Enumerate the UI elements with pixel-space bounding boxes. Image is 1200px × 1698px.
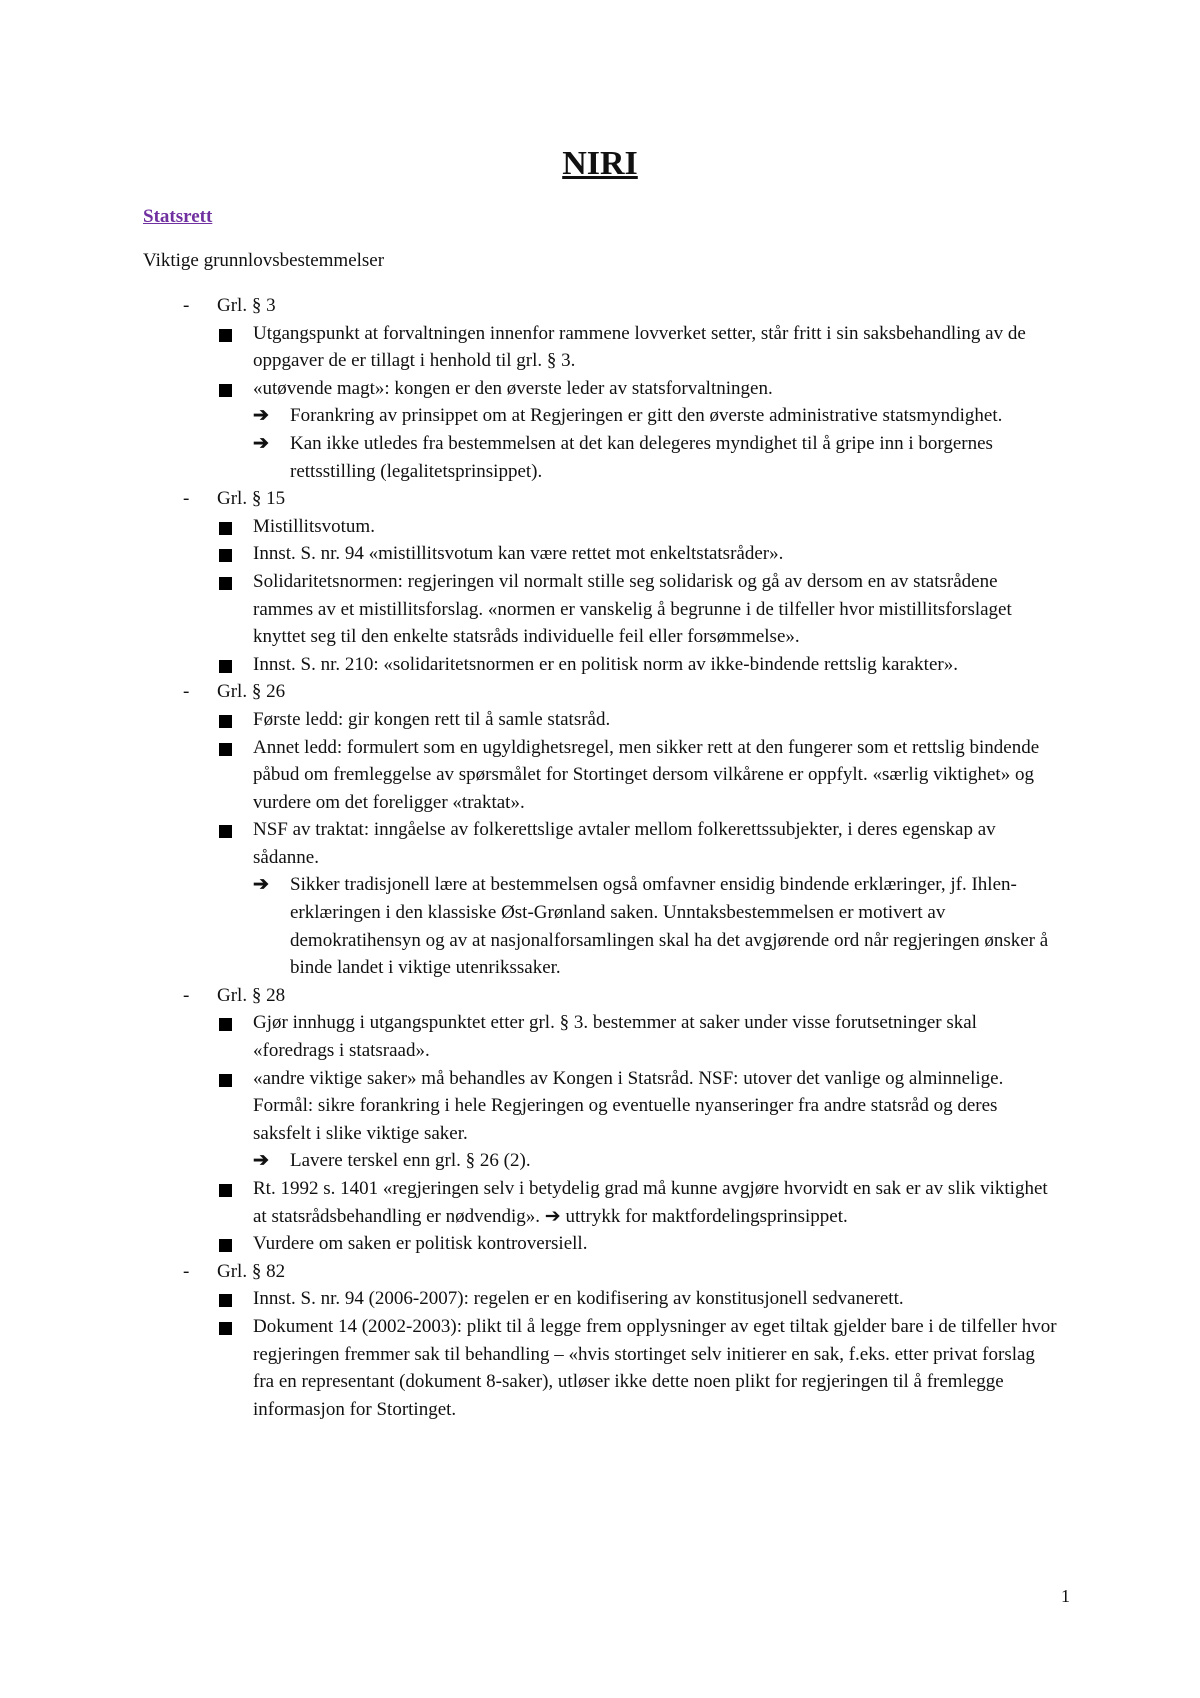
square-bullet-icon <box>219 825 232 838</box>
dash-marker: - <box>183 1260 190 1282</box>
dash-marker: - <box>183 488 190 510</box>
list-item: - Grl. § 26 <box>0 678 1200 706</box>
list-item: ➔ Lavere terskel enn grl. § 26 (2). <box>0 1147 1200 1175</box>
list-item: Mistillitsvotum. <box>0 513 1200 541</box>
list-item: Solidaritetsnormen: regjeringen vil normalt stille seg solidarisk og gå av dersom en av statsrådene rammes av et mistillitsforslag. «normen er vanskelig å begrunne i de tilfeller hvor mistillitsforslaget knyttet seg til den enkelte statsråds individuelle feil eller forsømmelse». <box>0 568 1200 651</box>
square-bullet-icon <box>219 549 232 562</box>
list-item: Annet ledd: formulert som en ugyldighetsregel, men sikker rett at den fungerer som et rettslig bindende påbud om fremleggelse av spørsmålet for Stortinget dersom vilkårene er oppfylt. «særlig viktighet» og vurdere om det foreligger «traktat». <box>0 734 1200 817</box>
list-item: ➔ Sikker tradisjonell lære at bestemmelsen også omfavner ensidig bindende erklæringer, jf. Ihlen-erklæringen i den klassiske Øst-Grønland saken. Unntaksbestemmelsen er motivert av demokratihensyn og av at nasjonalforsamlingen skal ha det avgjørende ord når regjeringen ønsker å binde landet i viktige utenrikssaker. <box>0 871 1200 981</box>
list-item: «utøvende magt»: kongen er den øverste leder av statsforvaltningen. <box>0 375 1200 403</box>
list-item: Innst. S. nr. 210: «solidaritetsnormen er en politisk norm av ikke-bindende rettslig karakter». <box>0 651 1200 679</box>
square-bullet-icon <box>219 1239 232 1252</box>
arrow-bullet-icon: ➔ <box>253 432 269 454</box>
bullet-list <box>0 292 1200 1423</box>
dash-marker: - <box>183 984 190 1006</box>
square-bullet-icon <box>219 577 232 590</box>
square-bullet-icon <box>219 384 232 397</box>
page-number: 1 <box>1061 1586 1070 1606</box>
list-item: Utgangspunkt at forvaltningen innenfor rammene lovverket setter, står fritt i sin saksbehandling av de oppgaver de er tillagt i henhold til grl. § 3. <box>0 320 1200 375</box>
list-item: Rt. 1992 s. 1401 «regjeringen selv i betydelig grad må kunne avgjøre hvorvidt en sak er av slik viktighet at statsrådsbehandling er nødvendig». ➔ uttrykk for maktfordelingsprinsippet. <box>0 1175 1200 1230</box>
square-bullet-icon <box>219 743 232 756</box>
list-item: Dokument 14 (2002-2003): plikt til å legge frem opplysninger av eget tiltak gjelder bare i de tilfeller hvor regjeringen fremmer sak til behandling – «hvis stortinget selv initierer en sak, f.eks. etter privat forslag fra en representant (dokument 8-saker), utløser ikke dette noen plikt for regjeringen til å fremlegge informasjon for Stortinget. <box>0 1313 1200 1423</box>
arrow-bullet-icon: ➔ <box>253 405 269 427</box>
document-title: NIRI <box>562 145 638 182</box>
square-bullet-icon <box>219 1074 232 1087</box>
intro-text: Viktige grunnlovsbestemmelser <box>143 250 385 271</box>
square-bullet-icon <box>219 715 232 728</box>
square-bullet-icon <box>219 329 232 342</box>
list-item: Gjør innhugg i utgangspunktet etter grl. § 3. bestemmer at saker under visse forutsetninger skal «foredrags i statsraad». <box>0 1009 1200 1064</box>
dash-marker: - <box>183 681 190 703</box>
list-item: Innst. S. nr. 94 (2006-2007): regelen er en kodifisering av konstitusjonell sedvanerett. <box>0 1285 1200 1313</box>
square-bullet-icon <box>219 1322 232 1335</box>
list-item: Innst. S. nr. 94 «mistillitsvotum kan være rettet mot enkeltstatsråder». <box>0 540 1200 568</box>
list-item: - Grl. § 3 <box>0 292 1200 320</box>
list-item: - Grl. § 82 <box>0 1258 1200 1286</box>
arrow-bullet-icon: ➔ <box>253 1150 269 1172</box>
section-heading: Statsrett <box>143 206 213 227</box>
arrow-bullet-icon: ➔ <box>253 874 269 896</box>
list-item: - Grl. § 28 <box>0 982 1200 1010</box>
square-bullet-icon <box>219 522 232 535</box>
list-item: Første ledd: gir kongen rett til å samle statsråd. <box>0 706 1200 734</box>
list-item: - Grl. § 15 <box>0 485 1200 513</box>
list-item: NSF av traktat: inngåelse av folkerettslige avtaler mellom folkerettssubjekter, i deres egenskap av sådanne. <box>0 816 1200 871</box>
list-item: «andre viktige saker» må behandles av Kongen i Statsråd. NSF: utover det vanlige og alminnelige. Formål: sikre forankring i hele Regjeringen og eventuelle nyanseringer fra andre statsråd og deres saksfelt i slike viktige saker. <box>0 1065 1200 1148</box>
square-bullet-icon <box>219 1294 232 1307</box>
square-bullet-icon <box>219 660 232 673</box>
square-bullet-icon <box>219 1018 232 1031</box>
list-item: ➔ Kan ikke utledes fra bestemmelsen at det kan delegeres myndighet til å gripe inn i borgernes rettsstilling (legalitetsprinsippet). <box>0 430 1200 485</box>
list-item: Vurdere om saken er politisk kontroversiell. <box>0 1230 1200 1258</box>
square-bullet-icon <box>219 1184 232 1197</box>
list-item: ➔ Forankring av prinsippet om at Regjeringen er gitt den øverste administrative statsmyndighet. <box>0 402 1200 430</box>
dash-marker: - <box>183 295 190 316</box>
